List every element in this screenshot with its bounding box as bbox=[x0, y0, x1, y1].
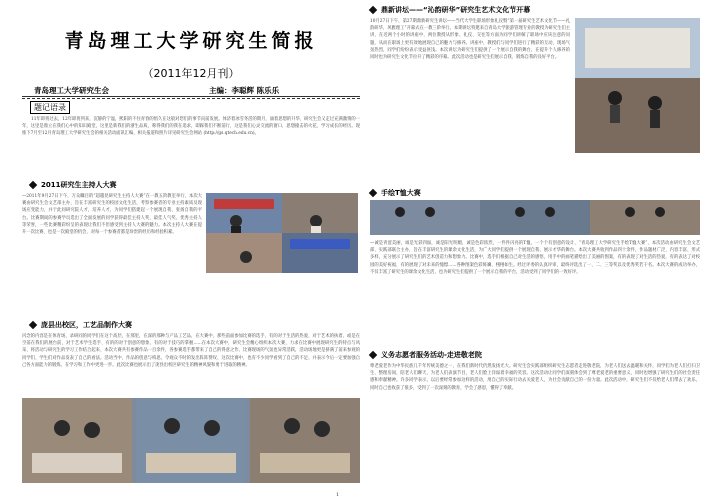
right-column bbox=[370, 0, 700, 503]
section-body: 闪念的内容是在体育场，录研同的同学们在这个高层，在那里，在深的那种与产品工艺品，在大赛中，那些前面参加比赛的选手，有的对于生活的热爱、对于艺术的执着，或是在空前在我们的展台前，对于艺术学生选手、有的的对于创意的想象，有的对于技巧的掌握......在本次大赛中，研究生会精心组织本次大赛，力求在比赛中展现研究生的特点与风采、将活动与研究生的学习工作结合起来、本次大赛共有参赛作品一百余件，各参赛选手都带来了自己的得意之作、比赛现场的气氛也异常活跃，活动场地更是挤满了前来参观的同学们、学生们对作品发表了自己的看法。活动当中，作品的创意与构思，令观众不时的发出阵阵赞叹、这次比赛中，也有不少同学看到了自己的不足、并表示今后一定要加强自己各方面能力的锻炼、在学习和工作中更进一步。此次比赛也展示出了庞县出校区研究生的精神风貌和勇于进取的精神。 bbox=[22, 334, 360, 368]
section-body: —诚是青涩美丽，诚是光彩四溢，诚是阳光明媚，诚是色彩浓烈，一件件闪亮的T恤，一个个有创意的设计，“青岛理工大学研究生手绘T恤大赛”，本次活动由研究生会文艺部、实践部联合主办，旨在丰富研究生的课余文化生活，为广大同学们提供一个展现自我、展示才华的舞台。本次大赛共收到作品四十余件，作品题材广泛、内容丰富、形式多样，充分展示了研究生们的艺术创造力和想象力。比赛中，选手们根据自己对生活的感悟，用手中的画笔描绘出了美丽的图案，有的表现了对生活的热爱，有的表达了对校园的美好祝福，有的展现了对未来的憧憬......各种图案色彩斑斓、栩栩如生。经过评委的认真评审，最终评选出了一、二、三等奖以及优秀奖若干名。本次大赛的成功举办，不仅丰富了研究生的课余文化生活，也为研究生们提供了一个展示自我的平台，活动受到了同学们的一致好评。 bbox=[370, 241, 700, 275]
tshirt-contest-photo bbox=[370, 200, 700, 235]
diamond-bullet-icon bbox=[369, 351, 377, 359]
organizer-name: 青岛理工大学研究生会 bbox=[34, 86, 109, 95]
section-heading: 手绘T恤大赛 bbox=[370, 188, 421, 198]
section-body: —2011年9月27日下午，万众瞩目的“超越昆研究生主持人大赛”在一教五阶教室举行，本次大赛由研究生会文艺部主办，旨在丰富研究生的校园文化生活，考察参赛者的专业主持素质及现场应变能力，并于此同研究院人才，培养人才，为同学们搭建起一个展现自我、张扬自我的平台。比赛期间的参赛学员选出了全面发展的同学获得最佳主持人奖、最佳人气奖、优秀主持人等荣誉，一些比赛精彩纷呈的表现让我们不但感受到主持人大赛的魅力。本次主持人大赛在提升一次比赛、也是一次殿堂的机会，对每一个参赛者都是珍贵的经历和经验积累。 bbox=[22, 194, 202, 236]
left-column bbox=[22, 0, 360, 503]
section-heading: 2011研究生主持人大赛 bbox=[30, 180, 116, 190]
newsletter-title: 青岛理工大学研究生简报 bbox=[64, 30, 318, 52]
diamond-bullet-icon bbox=[369, 189, 377, 197]
section-heading: 庞县出校区，工艺品制作大赛 bbox=[30, 320, 132, 330]
editors-line: 主编：李聪辉 陈乐乐 bbox=[209, 86, 280, 95]
header-rule bbox=[22, 96, 360, 97]
handcraft-contest-photos bbox=[22, 398, 360, 483]
diamond-bullet-icon bbox=[29, 181, 37, 189]
section-heading: 义务志愿者服务活动-走进敬老院 bbox=[370, 350, 482, 360]
newsletter-issue: （2011年12月刊） bbox=[142, 67, 240, 80]
section-body: 尊老爱老作为中华民族几千年传统美德之一，在我们新时代仍然发扬光大。研究生会实践部组织研究生志愿者走进敬老院，为老人们送去温暖和关怀，同学们为老人们打扫卫生、整理房间、陪老人们聊天、为老人们表演节目，老人们脸上洋溢着幸福的笑容。这次活动让同学们深刻体会到了尊老爱老的重要意义，同时也增强了研究生们的社会责任感和奉献精神。许多同学表示，以后要经常参加这样的活动，用自己的实际行动去关爱老人，为社会贡献自己的一份力量。此次活动中，研究生们不仅给老人们带去了欢乐，同时自己也收获了很多，受到了一次深刻的教育，学会了感恩，懂得了奉献。 bbox=[370, 364, 700, 391]
header-rule-dashed bbox=[22, 98, 360, 99]
page-number: 1 bbox=[336, 492, 340, 498]
host-contest-photo bbox=[206, 193, 358, 273]
section-body: 10月27日下午，第27期鼎新研究生讲坛——当代大学生职场形象礼仪暨“第一届研究生艺术文化节——礼韵研华，风雅理工”开幕式在一教三阶举行。本期讲坛特邀来自青岛大学旅游管理专业的教授为研究生们主讲，在近两个小时的讲座中，两位教授从形象、礼仪、交往等方面为同学们讲解了职场中应该注意的问题，从而在职场上更有效地展现自己的魅力与修养。讲座中，教授们与同学们进行了精彩的互动，现场气氛热烈，同学们纷纷表示受益匪浅。本次讲坛为研究生们提供了一个展示自我的舞台，在提升个人修养的同时也为研究生文化节拉开了精彩的序幕。此次活动也是研究生们展示自我、锻炼自我的良好平台。 bbox=[370, 19, 570, 61]
diamond-bullet-icon bbox=[29, 321, 37, 329]
column-tag: 题记语录 bbox=[30, 101, 70, 114]
section-heading: 鼎新讲坛——“沁韵研华”研究生艺术文化节开幕 bbox=[370, 5, 530, 15]
lecture-photo bbox=[575, 18, 700, 153]
diamond-bullet-icon bbox=[369, 6, 377, 14]
intro-text: 11年即将过去，12年即将到来，沉静的宁谧，熙阳的不住青春的悄久在这般对您们的事节向前发展。体济着冰雪冬活的期月，涌着思想的升华，研究生会又走过充满激情的一年，这里是鼎立在我们心中的知识殿堂，这里是新我们的浙生品质，称得我们的我在追求，即踩我们不断前行，这是我们心灵交流的窗口，思想撞击的火花，学习成长的经历。现推下7月至12月青岛理工大学研究生会的相关活动面讯汇编，相关报道和照片详见研究生会网站 (http://gs.qtech.edu.cn)。 bbox=[22, 117, 360, 137]
